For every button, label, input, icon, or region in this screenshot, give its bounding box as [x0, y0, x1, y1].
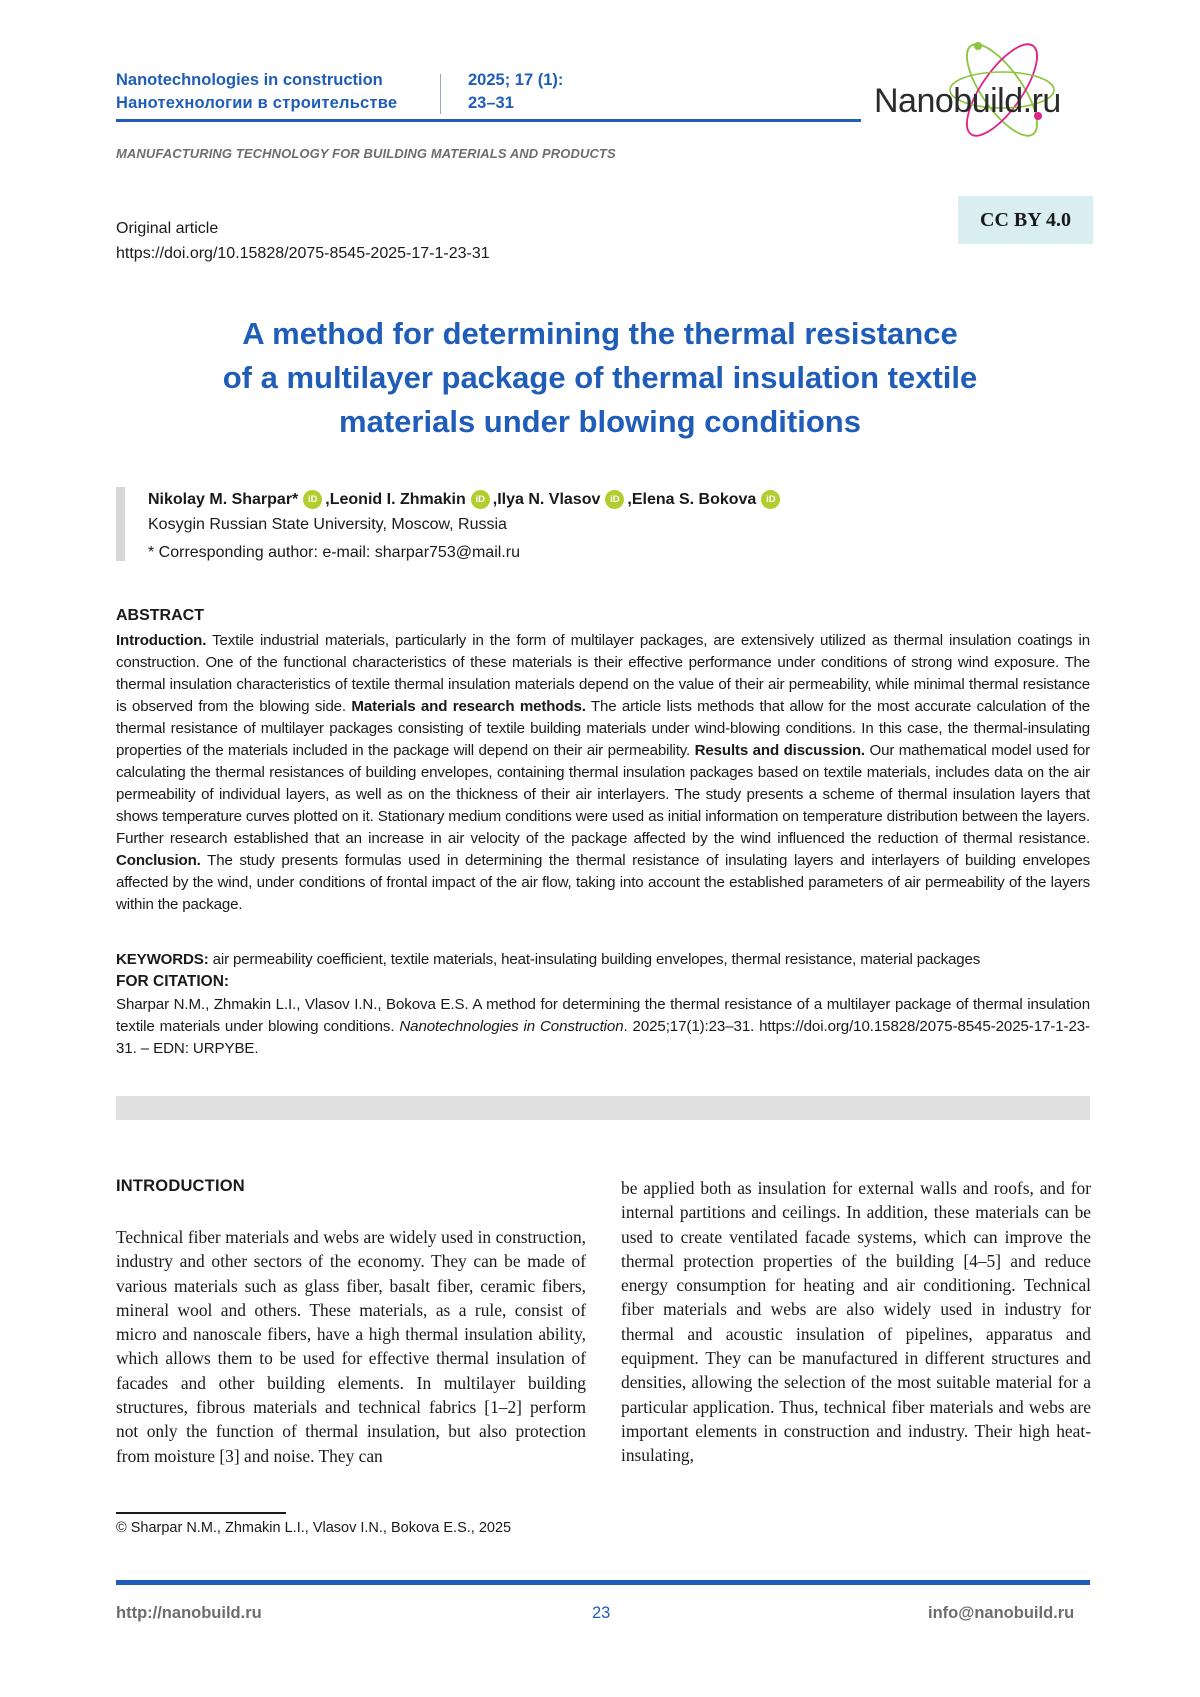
abstract-text: [116, 630, 1090, 916]
journal-name-en: Nanotechnologies in construction: [116, 71, 383, 89]
journal-name-ru: Нанотехнологии в строительстве: [116, 94, 398, 112]
license-badge: CC BY 4.0: [958, 196, 1093, 244]
keywords-label: KEYWORDS:: [116, 951, 209, 968]
site-logo[interactable]: Nanobuild.ru: [874, 82, 1061, 120]
page-number: 23: [592, 1604, 611, 1622]
introduction-heading: INTRODUCTION: [116, 1177, 245, 1195]
citation-text: [116, 994, 1090, 1060]
abstract-methods-label: Materials and research methods.: [351, 698, 586, 715]
title-line: of a multilayer package of thermal insulation textile: [222, 360, 978, 395]
author-name: Leonid I. Zhmakin: [329, 490, 466, 508]
corresponding-author: * Corresponding author: e-mail: sharpar753@mail.ru: [148, 544, 520, 561]
title-line: A method for determining the thermal resistance: [242, 316, 958, 351]
abstract-conclusion-label: Conclusion.: [116, 852, 201, 869]
citation-heading: FOR CITATION:: [116, 973, 230, 990]
body-column-left: Technical fiber materials and webs are widely used in construction, industry and other sectors of the economy. They can be made of various materials such as glass fiber, basalt fiber, ceramic fibers, mineral wool and others. These materials, as a rule, consist of micro and nanoscale fibers, have a high thermal insulation ability, which allows them to be used for effective thermal insulation of facades and other building elements. In multilayer building structures, fibrous materials and technical fabrics [1–2] perform not only the function of thermal insulation, but also protection from moisture [3] and noise. They can: [116, 1227, 586, 1466]
affiliation: Kosygin Russian State University, Moscow, Russia: [148, 516, 507, 533]
issue-volume: 2025; 17 (1):: [468, 71, 564, 89]
abstract-conclusion-text: The study presents formulas used in determining the thermal resistance of insulating layers and interlayers of building envelopes affected by the wind, under conditions of frontal impact of the air flow, taking into account the established parameters of air permeability of the layers within the package.: [116, 852, 1090, 913]
author-name: Ilya N. Vlasov: [497, 490, 601, 508]
section-category: MANUFACTURING TECHNOLOGY FOR BUILDING MATERIALS AND PRODUCTS: [116, 146, 616, 161]
author-list: [148, 490, 783, 509]
author-name: Nikolay M. Sharpar*: [148, 490, 299, 508]
footnote-rule: [116, 1512, 286, 1514]
abstract-methods-text: The article lists methods that allow for the most accurate calculation of the thermal resistance of multilayer packages consisting of textile building materials under wind-blowing conditions. In this case, the thermal-insulating properties of the materials included in the package will depend on their air permeability.: [116, 698, 1090, 759]
orcid-icon[interactable]: iD: [605, 490, 624, 509]
abstract-intro-text: Textile industrial materials, particularly in the form of multilayer packages, are extensively utilized as thermal insulation coatings in construction. One of the functional characteristics of these materials is their effective performance under conditions of strong wind exposure. The thermal insulation characteristics of textile thermal insulation materials depend on the value of their air permeability, while minimal thermal resistance is observed from the blowing side.: [116, 632, 1090, 715]
separator-band: [116, 1096, 1090, 1120]
doi-link[interactable]: https://doi.org/10.15828/2075-8545-2025-17-1-23-31: [116, 245, 490, 262]
title-line: materials under blowing conditions: [339, 404, 861, 439]
abstract-results-text: Our mathematical model used for calculating the thermal resistances of building envelopes, containing thermal insulation packages based on textile materials, includes data on the air permeability of individual layers, as well as on the thickness of their air interlayers. The study presents a scheme of thermal insulation layers that shows temperature curves plotted on it. Stationary medium conditions were used as initial information on temperature distribution between the layers. Further research established that an increase in air velocity of the package affected by the wind influenced the reduction of thermal resistance.: [116, 742, 1090, 847]
article-type: Original article: [116, 220, 219, 237]
article-title: [140, 312, 1060, 444]
author-sep: ,: [325, 490, 330, 508]
footer-email-link[interactable]: info@nanobuild.ru: [928, 1604, 1075, 1622]
author-sep: ,: [492, 490, 498, 508]
authors-side-bar: [116, 487, 125, 561]
abstract-heading: ABSTRACT: [116, 607, 204, 624]
orcid-icon[interactable]: iD: [303, 490, 322, 509]
keywords-text: air permeability coefficient, textile materials, heat-insulating building envelopes, thermal resistance, material packages: [208, 951, 981, 968]
footer-rule: [116, 1580, 1090, 1585]
footer-website-link[interactable]: http://nanobuild.ru: [116, 1604, 262, 1622]
citation-details: . 2025;17(1):23–31. https://doi.org/10.15828/2075-8545-2025-17-1-23-31. – EDN: URPYBE.: [116, 1018, 1090, 1057]
body-column-right: be applied both as insulation for external walls and roofs, and for internal partitions and ceilings. In addition, these materials can be used to create ventilated facade systems, which can improve the thermal protection properties of the building [4–5] and reduce energy consumption for heating and air conditioning. Technical fiber materials and webs are also widely used in industry for thermal and acoustic insulation of pipelines, apparatus and equipment. They can be manufactured in different structures and densities, allowing the selection of the most suitable material for a particular application. Thus, technical fiber materials and webs are important elements in construction and industry. Their high heat-insulating,: [621, 1178, 1091, 1466]
author-name: Elena S. Bokova: [631, 490, 757, 508]
header-divider: [440, 74, 441, 114]
abstract-intro-label: Introduction.: [116, 632, 207, 649]
keywords: [116, 949, 1090, 971]
author-sep: ,: [627, 490, 632, 508]
copyright-footnote: © Sharpar N.M., Zhmakin L.I., Vlasov I.N., Bokova E.S., 2025: [116, 1520, 512, 1536]
citation-journal: Nanotechnologies in Construction: [399, 1018, 624, 1035]
abstract-results-label: Results and discussion.: [694, 742, 865, 759]
issue-pages: 23–31: [468, 94, 514, 112]
citation-authors-title: Sharpar N.M., Zhmakin L.I., Vlasov I.N., Bokova E.S. A method for determining the thermal resistance of a multilayer package of thermal insulation textile materials under blowing conditions.: [116, 996, 1090, 1035]
orcid-icon[interactable]: iD: [471, 490, 490, 509]
orcid-icon[interactable]: iD: [761, 490, 780, 509]
header-rule: [116, 119, 861, 122]
